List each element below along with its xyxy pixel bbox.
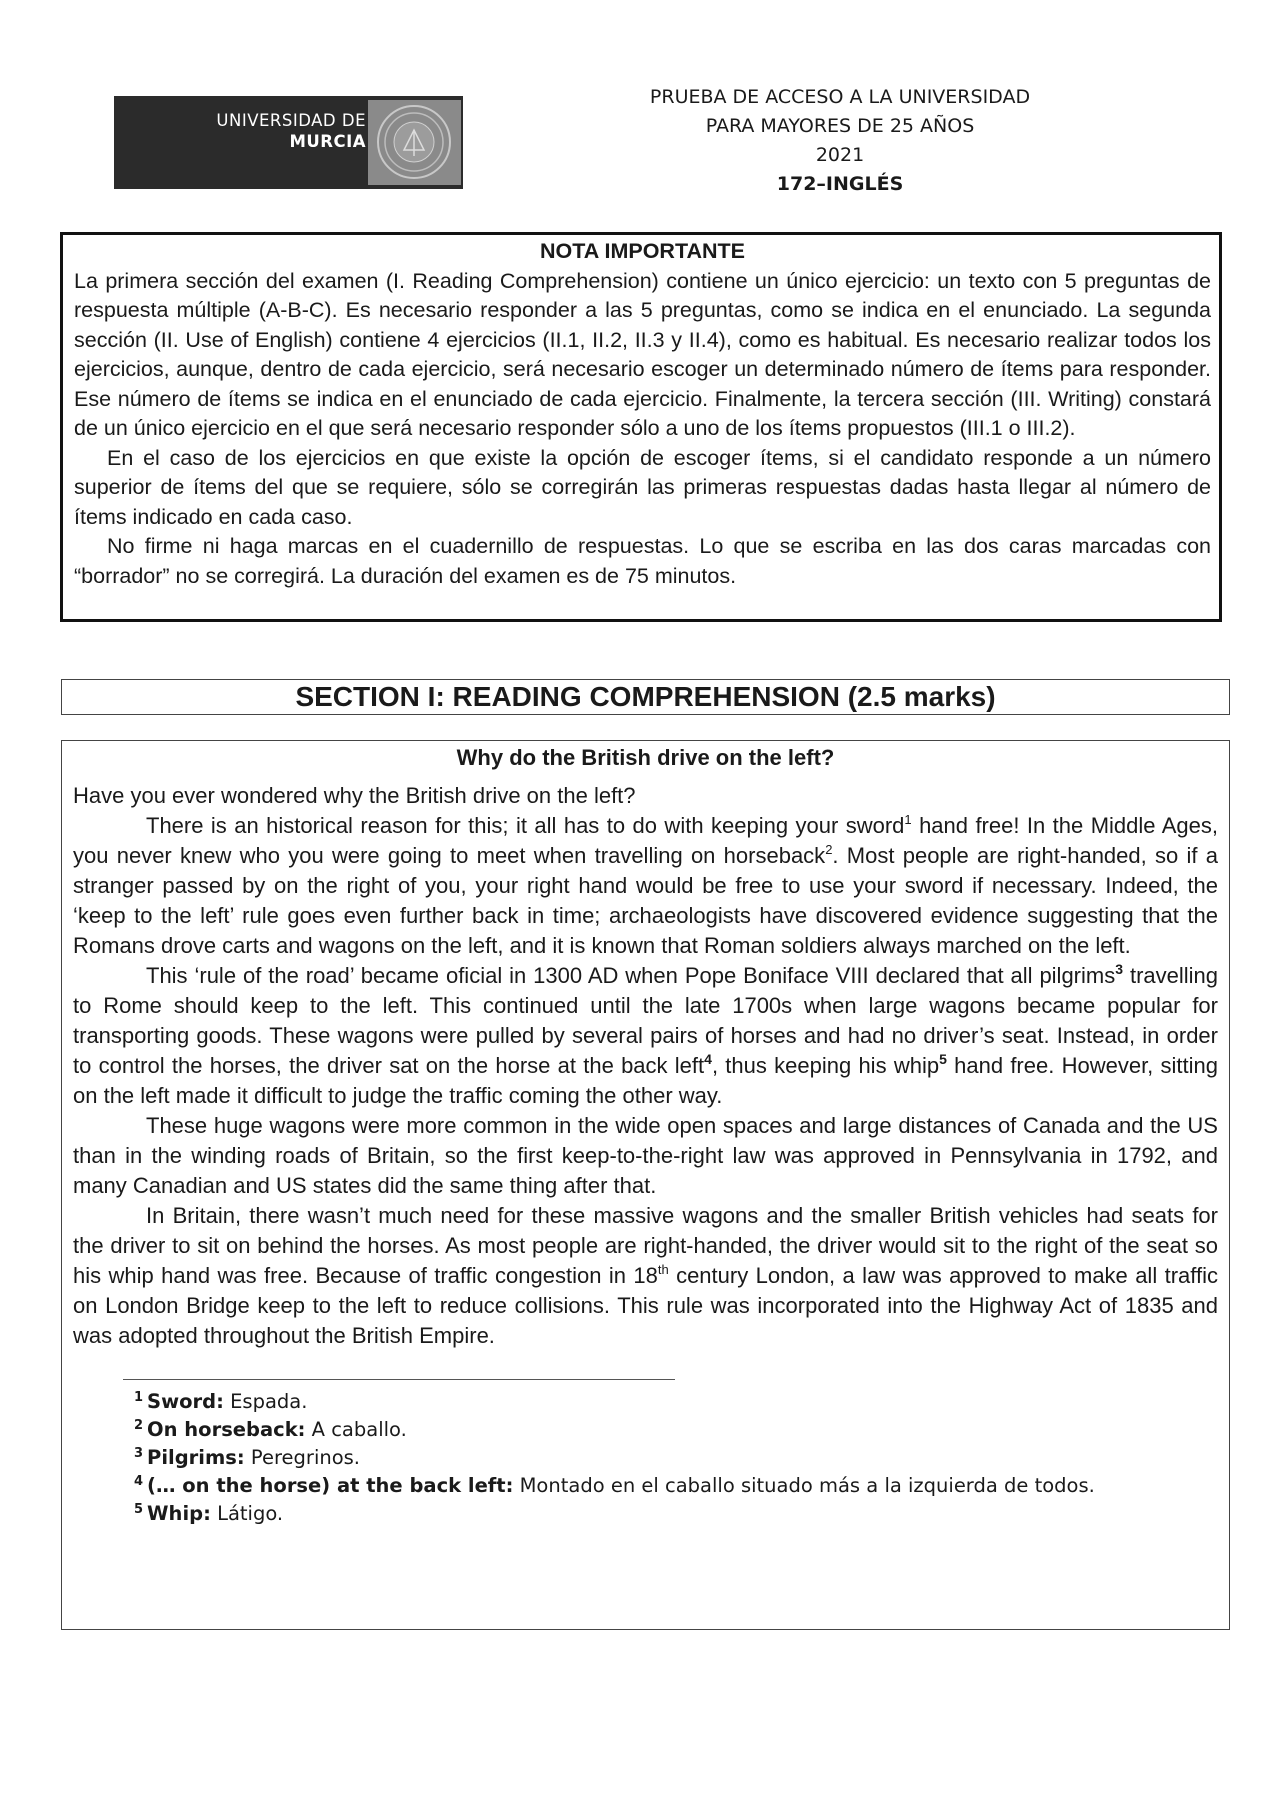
text-run: In Britain, there wasn’t much need for these massive wagons and the smaller British vehicles had seats for the driver to sit on behind the horses. As most people are right-handed, the driver would sit to the right of the seat so his whip hand was free. Because of traffic congestion in 18 [73, 1203, 1218, 1288]
footnote-ref: 1 [904, 812, 912, 827]
footnote-item [134, 1416, 1218, 1444]
footnote-definition: Peregrinos. [244, 1446, 361, 1469]
logo-line-2: MURCIA [289, 132, 366, 151]
reading-paragraph-3: These huge wagons were more common in the wide open spaces and large distances of Canada and the US than in the winding roads of Britain, so the first keep-to-the-right law was approved in Pennsylvania in 1792, and many Canadian and US states did the same thing after that. [73, 1113, 1218, 1198]
footnote-term: Pilgrims: [147, 1446, 245, 1469]
footnote-item [134, 1388, 1218, 1416]
reading-intro: Have you ever wondered why the British drive on the left? [73, 783, 636, 808]
footnote-term: Sword: [147, 1390, 224, 1413]
exam-header-line-1: PRUEBA DE ACCESO A LA UNIVERSIDAD [649, 86, 1031, 108]
text-run: This ‘rule of the road’ became oficial in 1300 AD when Pope Boniface VIII declared that all pilgrims [146, 963, 1116, 988]
important-note-box [60, 232, 1222, 622]
university-logo [114, 96, 463, 189]
footnotes [134, 1388, 1218, 1528]
footnote-divider [123, 1379, 675, 1380]
footnote-number: 5 [134, 1502, 144, 1517]
logo-line-1: UNIVERSIDAD DE [216, 111, 366, 130]
footnote-term: (… on the horse) at the back left: [147, 1474, 514, 1497]
exam-header [600, 83, 1080, 199]
exam-header-line-2: PARA MAYORES DE 25 AÑOS [705, 115, 975, 137]
footnote-term: Whip: [147, 1502, 211, 1525]
important-note-title: NOTA IMPORTANTE [539, 239, 746, 263]
footnote-number: 3 [134, 1446, 144, 1461]
footnote-term: On horseback: [147, 1418, 306, 1441]
text-run: . Most people are right-handed, so if a stranger passed by on the right of you, your right hand would be free to use your sword if necessary. Indeed, the ‘keep to the left’ rule goes even further back in time; archaeologists have discovered evidence suggesting that the Romans drove carts and wagons on the left, and it is known that Roman soldiers always marched on the left. [73, 843, 1218, 958]
reading-paragraph-4 [73, 1201, 1218, 1351]
reading-passage-box [61, 740, 1230, 1630]
footnote-ref: 5 [939, 1051, 947, 1067]
important-note-paragraph-3: No firme ni haga marcas en el cuadernillo de respuestas. Lo que se escriba en las dos caras marcadas con “borrador” no se corregirá. La duración del examen es de 75 minutos. [74, 534, 1211, 588]
section-title: SECTION I: READING COMPREHENSION (2.5 marks) [61, 679, 1230, 715]
text-run: hand free. However, sitting on the left made it difficult to judge the traffic coming the other way. [73, 1053, 1219, 1108]
footnote-item [134, 1500, 1218, 1528]
reading-paragraph-2 [73, 961, 1218, 1111]
important-note-paragraph-1: La primera sección del examen (I. Reading Comprehension) contiene un único ejercicio: un texto con 5 preguntas de respuesta múltiple (A-B-C). Es necesario responder a las 5 preguntas, como se indica en el enunciado. La segunda sección (II. Use of English) contiene 4 ejercicios (II.1, II.2, II.3 y II.4), como es habitual. Es necesario realizar todos los ejercicios, aunque, dentro de cada ejercicio, será necesario escoger un determinado número de ítems para responder. Ese número de ítems se indica en el enunciado de cada ejercicio. Finalmente, la tercera sección (III. Writing) constará de un único ejercicio en el que será necesario responder sólo a uno de los ítems propuestos (III.1 o III.2). [74, 268, 1211, 440]
footnote-item [134, 1444, 1218, 1472]
footnote-number: 4 [134, 1474, 144, 1489]
university-seal-icon [368, 100, 461, 185]
important-note-paragraph-2: En el caso de los ejercicios en que existe la opción de escoger ítems, si el candidato responde a un número superior de ítems del que se requiere, sólo se corregirán las primeras respuestas dadas hasta llegar al número de ítems indicado en cada caso. [74, 445, 1211, 529]
text-run: hand free! In the Middle Ages, you never knew who you were going to meet when travelling on horseback [73, 813, 1218, 868]
footnote-item [134, 1472, 1218, 1500]
text-run: century London, a law was approved to make all traffic on London Bridge keep to the left to reduce collisions. This rule was incorporated into the Highway Act of 1835 and was adopted throughout the British Empire. [73, 1263, 1218, 1348]
footnote-number: 2 [134, 1418, 144, 1433]
exam-year: 2021 [815, 144, 865, 166]
footnote-ref: 3 [1115, 961, 1124, 977]
footnote-number: 1 [134, 1390, 144, 1405]
logo-text [114, 110, 366, 152]
ordinal-suffix: th [657, 1262, 669, 1277]
footnote-definition: Espada. [223, 1390, 308, 1413]
footnote-definition: Látigo. [210, 1502, 284, 1525]
exam-subject: 172–INGLÉS [776, 173, 904, 195]
text-run: , thus keeping his whip [711, 1053, 940, 1078]
text-run: There is an historical reason for this; it all has to do with keeping your sword [146, 813, 905, 838]
reading-paragraph-1 [73, 811, 1218, 961]
reading-title: Why do the British drive on the left? [456, 745, 835, 770]
footnote-definition: A caballo. [305, 1418, 407, 1441]
text-run: travelling to Rome should keep to the left. This continued until the late 1700s when large wagons became popular for transporting goods. These wagons were pulled by several pairs of horses and had no driver’s seat. Instead, in order to control the horses, the driver sat on the horse at the back left [73, 963, 1218, 1078]
footnote-ref: 2 [825, 842, 833, 857]
footnote-definition: Montado en el caballo situado más a la izquierda de todos. [513, 1474, 1095, 1497]
footnote-ref: 4 [704, 1051, 712, 1067]
